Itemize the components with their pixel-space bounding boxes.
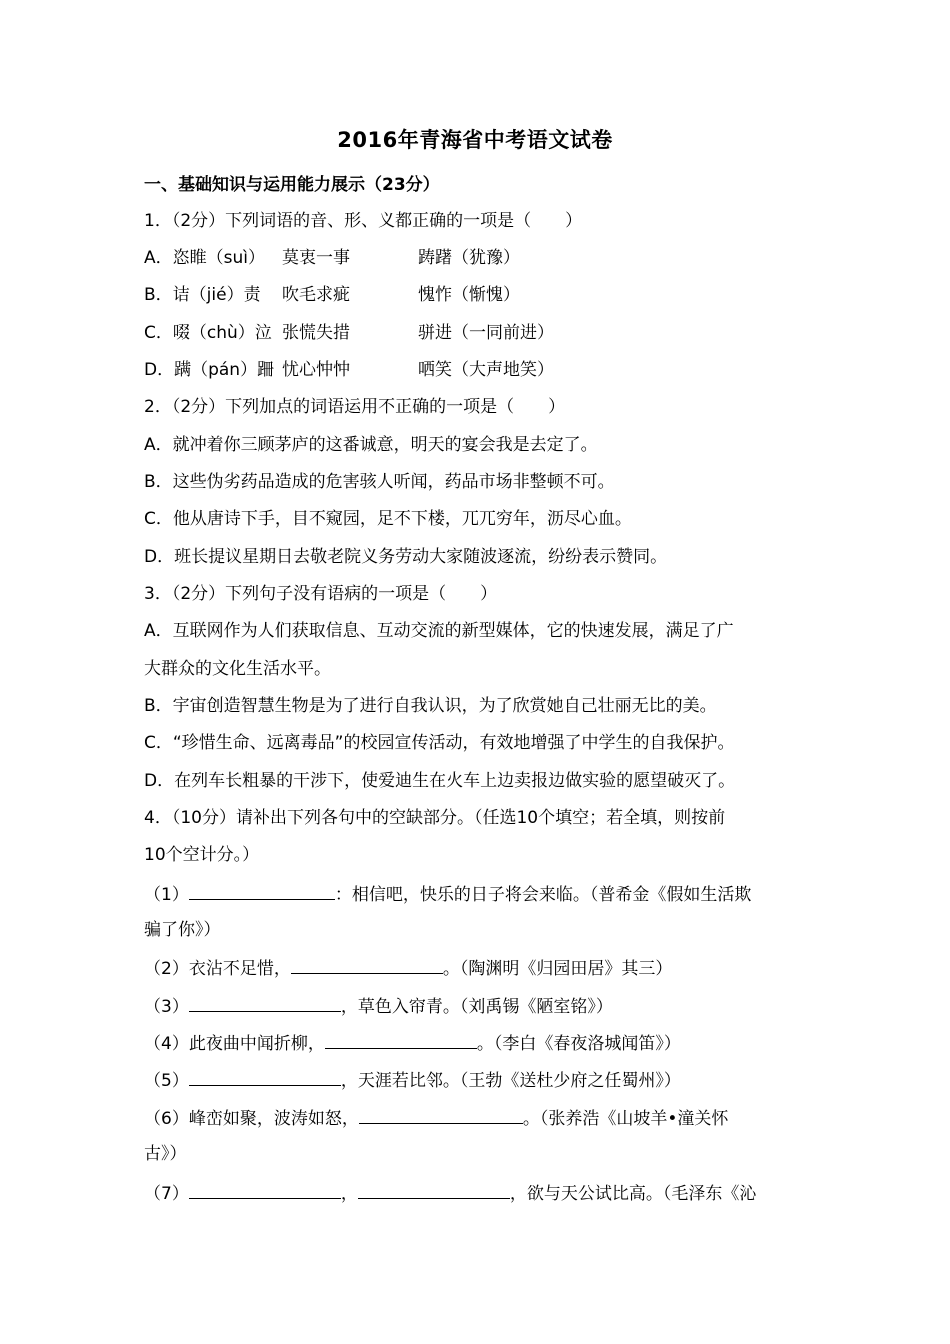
answer-blank-2[interactable] (291, 955, 443, 974)
question-4-stem: 4．（10分）请补出下列各句中的空缺部分。（任选10个填空；若全填，则按前 (144, 808, 726, 828)
item-2-text: 。（陶渊明《归园田居》其三） (442, 959, 673, 979)
answer-blank-6[interactable] (359, 1105, 523, 1124)
question-3-option-a-cont: 大群众的文化生活水平。 (144, 659, 331, 679)
fill-item-3 (144, 993, 824, 1019)
option-d-part1: D．蹒（pán）跚 (144, 360, 275, 380)
option-d-part2: 忧心忡忡 (282, 360, 350, 380)
fill-item-1-cont: 骗了你》） (144, 920, 221, 940)
option-b-part2: 吹毛求疵 (282, 285, 350, 305)
question-1-option-b (144, 283, 824, 307)
option-b-part3: 愧怍（惭愧） (418, 285, 520, 305)
question-1-option-c (144, 321, 824, 345)
fill-item-2 (144, 955, 824, 981)
answer-blank-1[interactable] (189, 881, 335, 900)
fill-item-4 (144, 1030, 824, 1056)
item-3-prefix: （3） (144, 997, 189, 1017)
answer-blank-5[interactable] (189, 1067, 341, 1086)
option-c-part3: 骈进（一同前进） (418, 323, 554, 343)
item-5-prefix: （5） (144, 1071, 189, 1091)
fill-item-7 (144, 1180, 824, 1206)
option-d-part3: 哂笑（大声地笑） (418, 360, 554, 380)
question-3-option-b: B．宇宙创造智慧生物是为了进行自我认识，为了欣赏她自己壮丽无比的美。 (144, 696, 717, 716)
option-c-part2: 张慌失措 (282, 323, 350, 343)
option-c-part1: C．啜（chù）泣 (144, 323, 272, 343)
answer-blank-7a[interactable] (189, 1180, 341, 1199)
fill-item-6 (144, 1105, 824, 1131)
option-a-part1: A．恣睢（suì） (144, 248, 265, 268)
item-7-prefix: （7） (144, 1184, 189, 1204)
item-2-prefix: （2）衣沾不足惜， (144, 959, 291, 979)
question-2-option-b: B．这些伪劣药品造成的危害骇人听闻，药品市场非整顿不可。 (144, 472, 615, 492)
question-1-option-d (144, 358, 824, 382)
option-b-part1: B．诘（jié）责 (144, 285, 261, 305)
item-4-prefix: （4）此夜曲中闻折柳， (144, 1034, 325, 1054)
question-3-option-c: C．“珍惜生命、远离毒品”的校园宣传活动，有效地增强了中学生的自我保护。 (144, 733, 735, 753)
question-2-option-a: A．就冲着你三顾茅庐的这番诚意，明天的宴会我是去定了。 (144, 435, 598, 455)
question-4-stem-cont: 10个空计分。） (144, 845, 260, 865)
item-5-text: ，天涯若比邻。（王勃《送杜少府之任蜀州》） (340, 1071, 681, 1091)
question-2-stem: 2．（2分）下列加点的词语运用不正确的一项是（ ） (144, 397, 566, 417)
answer-blank-3[interactable] (189, 993, 341, 1012)
item-7-text: ，欲与天公试比高。（毛泽东《沁 (509, 1184, 757, 1204)
item-3-text: ，草色入帘青。（刘禹锡《陋室铭》） (340, 997, 613, 1017)
item-1-text: ：相信吧，快乐的日子将会来临。（普希金《假如生活欺 (334, 885, 752, 905)
item-6-text: 。（张养浩《山坡羊•潼关怀 (522, 1109, 729, 1129)
page-title: 2016年青海省中考语文试卷 (337, 128, 613, 152)
item-1-prefix: （1） (144, 885, 189, 905)
question-3-stem: 3．（2分）下列句子没有语病的一项是（ ） (144, 584, 498, 604)
section-heading: 一、基础知识与运用能力展示（23分） (144, 175, 440, 195)
option-a-part3: 踌躇（犹豫） (418, 248, 520, 268)
question-1-option-a (144, 246, 824, 270)
question-3-option-a: A．互联网作为人们获取信息、互动交流的新型媒体，它的快速发展，满足了广 (144, 621, 734, 641)
item-4-text: 。（李白《春夜洛城闻笛》） (476, 1034, 681, 1054)
answer-blank-7b[interactable] (358, 1180, 510, 1199)
item-6-prefix: （6）峰峦如聚，波涛如怒， (144, 1109, 359, 1129)
option-a-part2: 莫衷一事 (282, 248, 350, 268)
question-2-option-c: C．他从唐诗下手，目不窥园，足不下楼，兀兀穷年，沥尽心血。 (144, 509, 632, 529)
item-7-separator: ， (340, 1184, 358, 1204)
answer-blank-4[interactable] (325, 1030, 477, 1049)
question-1-stem: 1．（2分）下列词语的音、形、义都正确的一项是（ ） (144, 211, 583, 231)
question-2-option-d: D．班长提议星期日去敬老院义务劳动大家随波逐流，纷纷表示赞同。 (144, 547, 668, 567)
question-3-option-d: D．在列车长粗暴的干涉下，使爱迪生在火车上边卖报边做实验的愿望破灭了。 (144, 771, 736, 791)
fill-item-6-cont: 古》） (144, 1144, 187, 1164)
fill-item-1 (144, 881, 824, 907)
fill-item-5 (144, 1067, 824, 1093)
